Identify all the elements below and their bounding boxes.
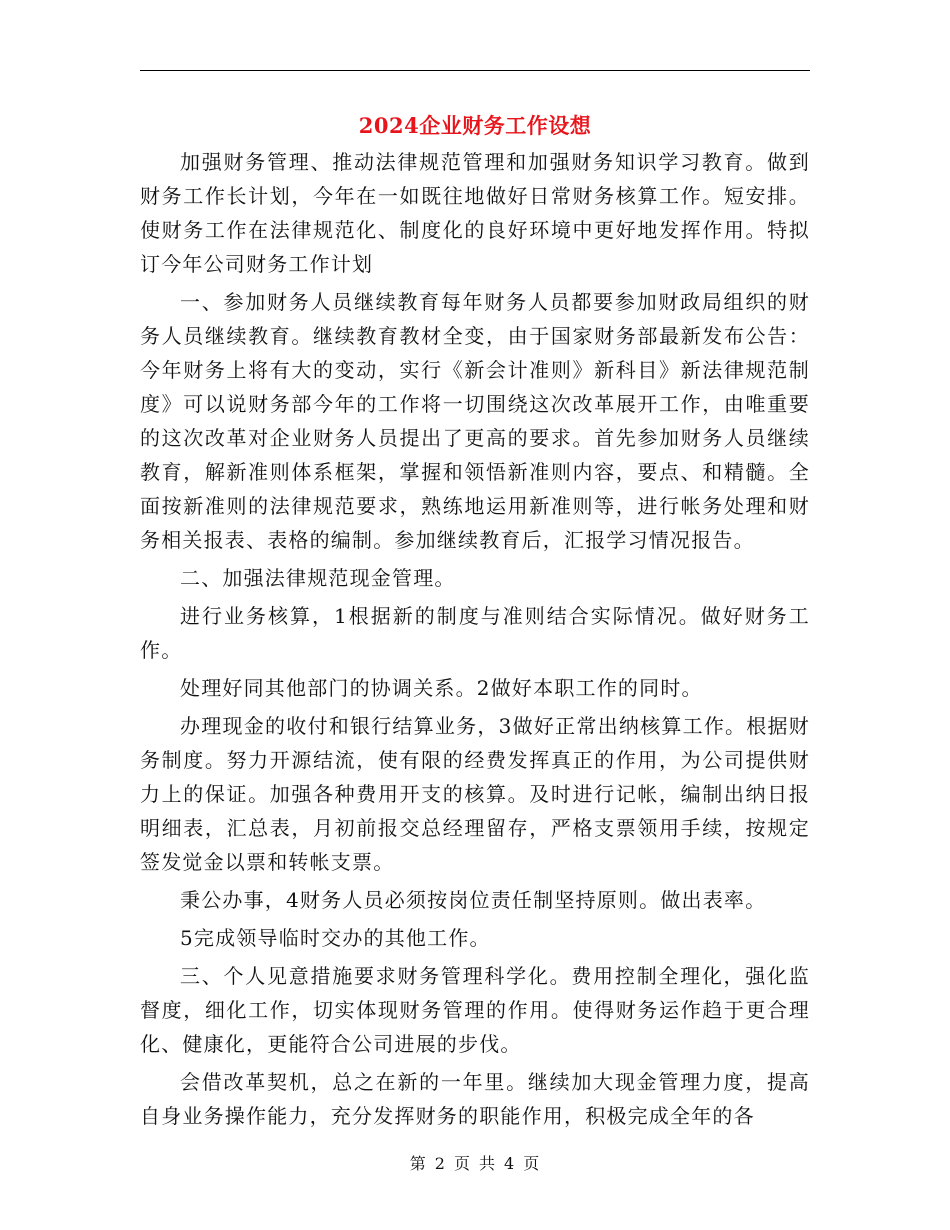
page-footer (140, 1152, 810, 1176)
paragraph-item-3: 办理现金的收付和银行结算业务，3做好正常出纳核算工作。根据财务制度。努力开源结流，使有限的经费发挥真正的作用，为公司提供财力上的保证。加强各种费用开支的核算。及时进行记帐，编制出纳日报明细表，汇总表，月初前报交总经理留存，严格支票领用手续，按规定签发觉金以票和转帐支票。 (140, 714, 810, 874)
paragraph-section-1: 一、参加财务人员继续教育每年财务人员都要参加财政局组织的财务人员继续教育。继续教育教材全变，由于国家财务部最新发布公告：今年财务上将有大的变动，实行《新会计准则》新科目》新法律规范制度》可以说财务部今年的工作将一切围绕这次改革展开工作，由唯重要的这次改革对企业财务人员提出了更高的要求。首先参加财务人员继续教育，解新准则体系框架，掌握和领悟新准则内容，要点、和精髓。全面按新准则的法律规范要求，熟练地运用新准则等，进行帐务处理和财务相关报表、表格的编制。参加继续教育后，汇报学习情况报告。 (140, 290, 810, 552)
paragraph-intro: 加强财务管理、推动法律规范管理和加强财务知识学习教育。做到财务工作长计划，今年在一如既往地做好日常财务核算工作。短安排。使财务工作在法律规范化、制度化的良好环境中更好地发挥作用。特拟订今年公司财务工作计划 (140, 150, 810, 276)
paragraph-section-2-heading: 二、加强法律规范现金管理。 (180, 566, 456, 590)
document-title: 2024企业财务工作设想 (358, 113, 592, 138)
paragraph-item-4: 秉公办事，4财务人员必须按岗位责任制坚持原则。做出表率。 (180, 888, 767, 912)
paragraph-closing: 会借改革契机，总之在新的一年里。继续加大现金管理力度，提高自身业务操作能力，充分发挥财务的职能作用，积极完成全年的各 (140, 1070, 810, 1128)
document-body (140, 145, 810, 1133)
header-rule (140, 70, 810, 71)
footer-label-ye-end: 页 (523, 1154, 541, 1173)
footer-label-gong: 共 (479, 1154, 497, 1173)
footer-page-total: 4 (504, 1154, 516, 1173)
footer-label-ye: 页 (453, 1154, 471, 1173)
paragraph-item-5: 5完成领导临时交办的其他工作。 (180, 926, 491, 950)
footer-page-current: 2 (434, 1154, 446, 1173)
paragraph-item-1: 进行业务核算，1根据新的制度与准则结合实际情况。做好财务工作。 (140, 604, 810, 662)
paragraph-item-2: 处理好同其他部门的协调关系。2做好本职工作的同时。 (180, 676, 703, 700)
paragraph-section-3: 三、个人见意措施要求财务管理科学化。费用控制全理化，强化监督度，细化工作，切实体现财务管理的作用。使得财务运作趋于更合理化、健康化，更能符合公司进展的步伐。 (140, 964, 810, 1056)
footer-label-di: 第 (409, 1154, 427, 1173)
